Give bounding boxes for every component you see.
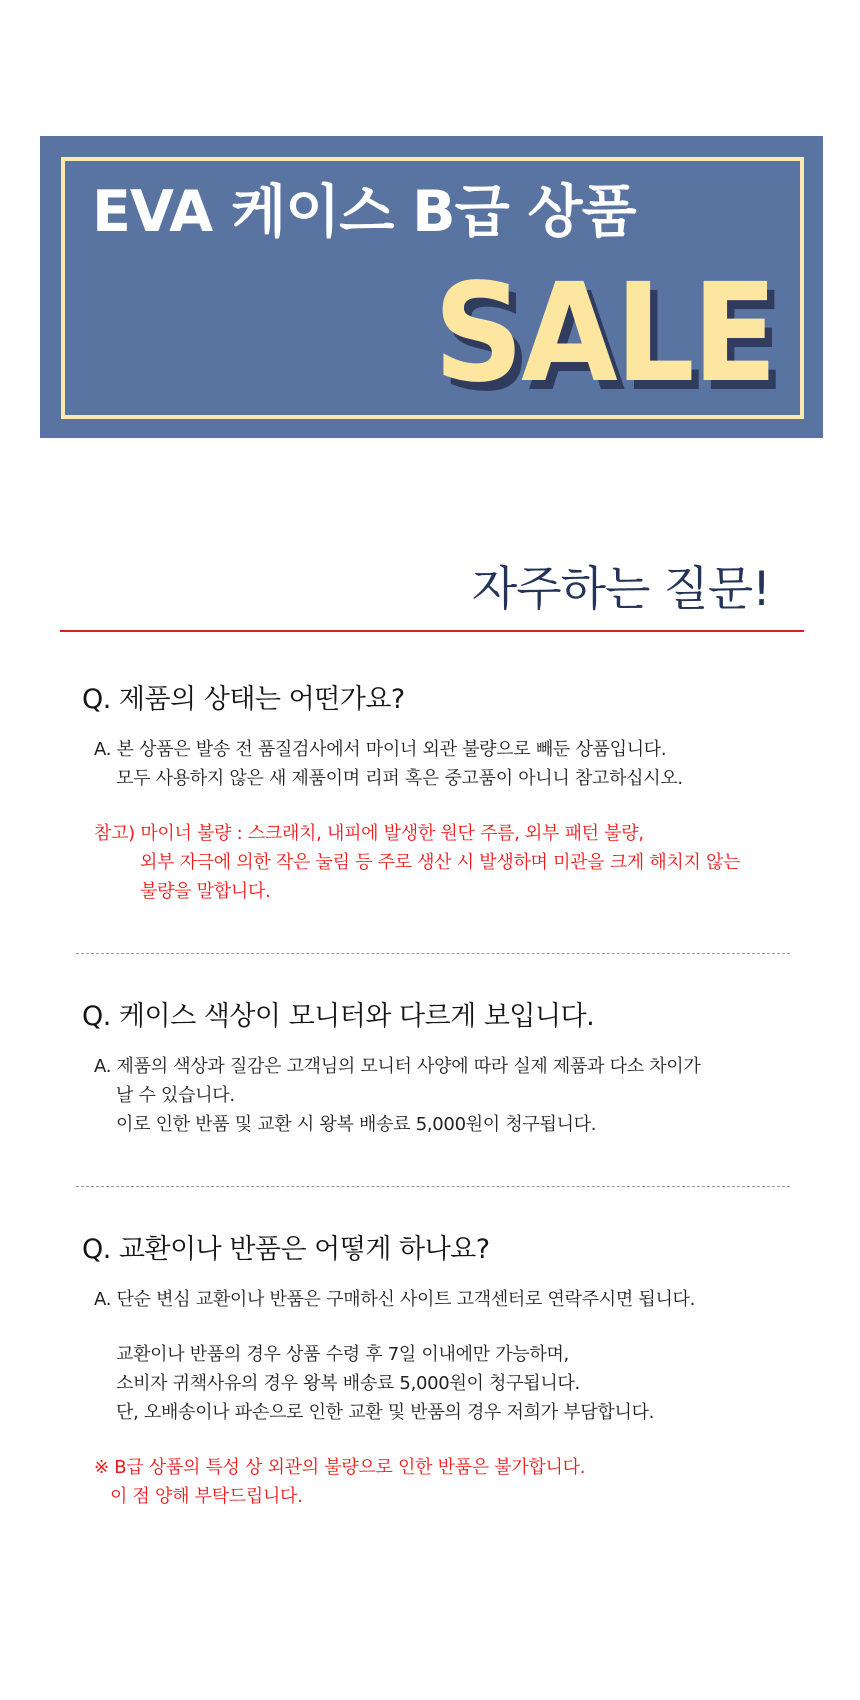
section-divider bbox=[76, 953, 790, 954]
answer-line: 모두 사용하지 않은 새 제품이며 리퍼 혹은 중고품이 아니니 참고하십시오. bbox=[116, 768, 683, 789]
faq-heading-rule bbox=[60, 630, 804, 632]
faq-heading: 자주하는 질문! bbox=[471, 562, 770, 617]
banner-sale-text: SALE bbox=[433, 255, 775, 413]
faq-item-exchange-return bbox=[82, 1236, 822, 1511]
banner-title: EVA 케이스 B급 상품 bbox=[92, 179, 636, 245]
answer-spacer bbox=[94, 1314, 822, 1340]
answer-line: 날 수 있습니다. bbox=[116, 1085, 235, 1106]
sale-banner bbox=[40, 136, 823, 438]
faq-note bbox=[94, 819, 822, 906]
answer-line: 단, 오배송이나 파손으로 인한 교환 및 반품의 경우 저희가 부담합니다. bbox=[116, 1402, 655, 1423]
note-line: ※ B급 상품의 특성 상 외관의 불량으로 인한 반품은 불가합니다. bbox=[94, 1457, 586, 1478]
faq-note bbox=[94, 1453, 822, 1511]
faq-item-product-condition bbox=[82, 686, 822, 906]
section-divider bbox=[76, 1186, 790, 1187]
note-line: 이 점 양해 부탁드립니다. bbox=[110, 1486, 303, 1507]
faq-answer bbox=[94, 735, 822, 793]
faq-answer bbox=[94, 1285, 822, 1427]
faq-question: Q. 제품의 상태는 어떤가요? bbox=[82, 684, 405, 715]
note-line: 참고) 마이너 불량 : 스크래치, 내피에 발생한 원단 주름, 외부 패턴 불량, bbox=[94, 823, 644, 844]
faq-question: Q. 케이스 색상이 모니터와 다르게 보입니다. bbox=[82, 1001, 595, 1032]
faq-answer bbox=[94, 1052, 822, 1139]
answer-line: A. 단순 변심 교환이나 반품은 구매하신 사이트 고객센터로 연락주시면 됩니다. bbox=[94, 1289, 696, 1310]
answer-line: 이로 인한 반품 및 교환 시 왕복 배송료 5,000원이 청구됩니다. bbox=[116, 1114, 597, 1135]
answer-line: A. 제품의 색상과 질감은 고객님의 모니터 사양에 따라 실제 제품과 다소 차이가 bbox=[94, 1056, 701, 1077]
answer-line: 교환이나 반품의 경우 상품 수령 후 7일 이내에만 가능하며, bbox=[116, 1344, 569, 1365]
note-line: 외부 자극에 의한 작은 눌림 등 주로 생산 시 발생하며 미관을 크게 해치지 않는 bbox=[140, 852, 741, 873]
note-line: 불량을 말합니다. bbox=[140, 881, 271, 902]
answer-line: 소비자 귀책사유의 경우 왕복 배송료 5,000원이 청구됩니다. bbox=[116, 1373, 580, 1394]
faq-item-case-color bbox=[82, 1003, 822, 1139]
faq-question: Q. 교환이나 반품은 어떻게 하나요? bbox=[82, 1234, 490, 1265]
answer-line: A. 본 상품은 발송 전 품질검사에서 마이너 외관 불량으로 빼둔 상품입니다. bbox=[94, 739, 667, 760]
